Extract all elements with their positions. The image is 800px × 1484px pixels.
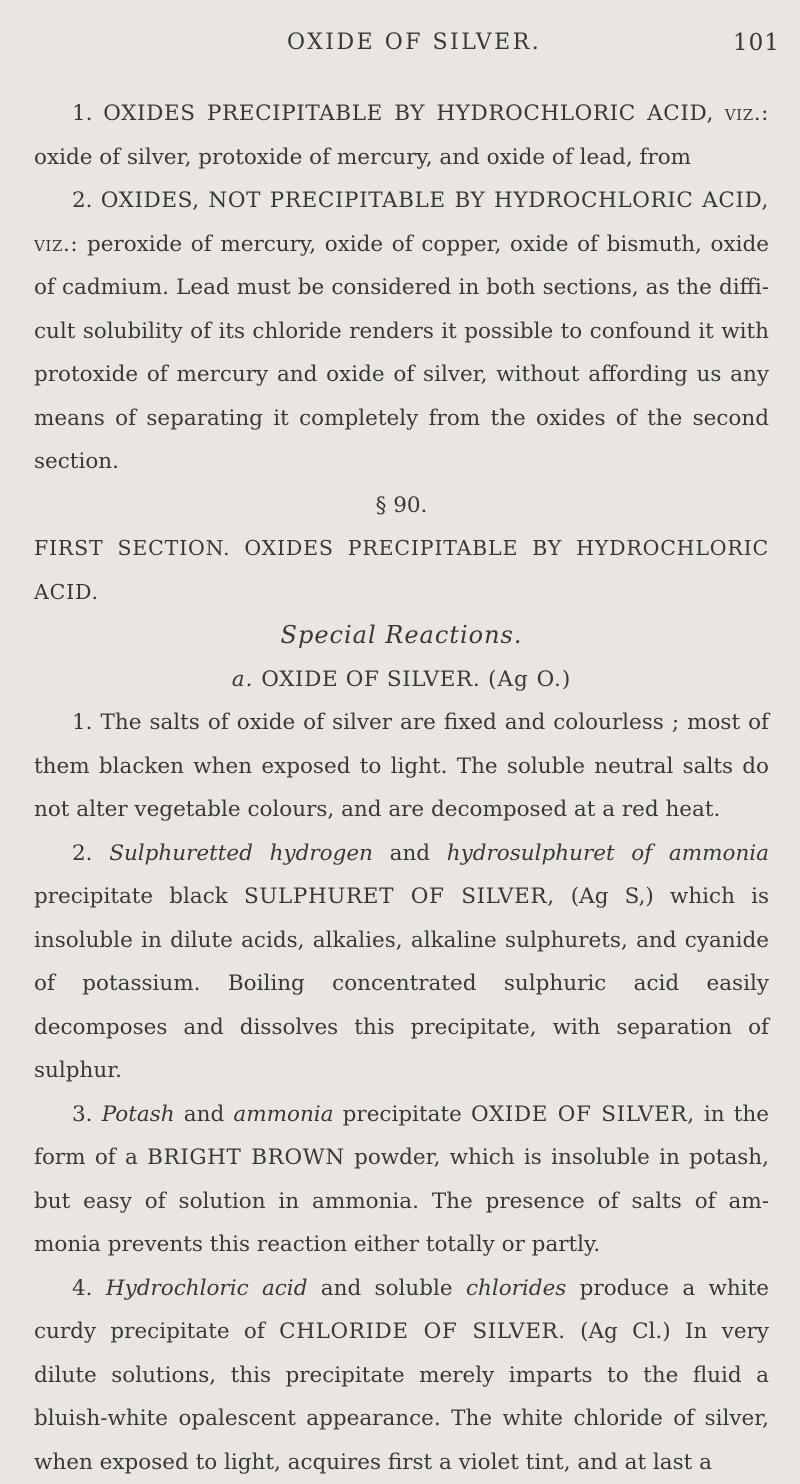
section-number: § 90. <box>34 484 769 528</box>
special-reactions-subtitle: Special Reactions. <box>34 614 769 658</box>
paragraph-3-product: OXIDE OF SILVER, <box>471 1102 695 1127</box>
paragraph-3 <box>34 1093 769 1267</box>
paragraph-2-number: 2. <box>72 841 93 866</box>
paragraph-4-and: and soluble <box>321 1276 453 1301</box>
item-1-text: oxide of silver, protoxide of mercury, and oxide of lead, from <box>34 145 691 170</box>
paragraph-4 <box>34 1267 769 1484</box>
running-head <box>0 30 800 66</box>
item-2-heading: OXIDES, NOT PRECIPITABLE BY HYDROCHLORIC ACID, <box>101 188 769 213</box>
paragraph-2-reagent-2: hydrosulphuret of ammonia <box>447 841 769 866</box>
item-2-text: peroxide of mercury, oxide of copper, oxide of bismuth, oxide of cadmium. Lead must be considered in both sections, as the diffi-cult solubility of its chloride renders it possible to confound it with protoxide of mercury and oxide of silver, without affording us any means of separating it completely from the oxides of the second section. <box>34 232 769 475</box>
paragraph-2-text-2: (Ag S,) which is insoluble in dilute acids, alkalies, alkaline sulphurets, and cyanide of potassium. Boiling concentrated sulphuric acid easily decomposes and dissolves this precipitate, with separation of sulphur. <box>34 884 769 1083</box>
page-body <box>34 92 769 1484</box>
item-2-viz: viz.: <box>34 232 78 257</box>
subsection-a-title: OXIDE OF SILVER. <box>261 667 480 692</box>
item-1 <box>34 92 769 179</box>
first-section-heading: FIRST SECTION. OXIDES PRECIPITABLE BY HYDROCHLORIC ACID. <box>34 527 769 614</box>
paragraph-3-text-3: powder, which is insoluble in potash, but easy of solution in ammonia. The presence of salts of am-monia prevents this reaction either totally or partly. <box>34 1145 769 1257</box>
paragraph-2-reagent-1: Sulphuretted hydrogen <box>109 841 373 866</box>
subsection-a-label: a. <box>232 667 254 692</box>
paragraph-1-number: 1. <box>72 710 93 735</box>
running-head-title: OXIDE OF SILVER. <box>287 30 541 55</box>
paragraph-4-text-1: produce a white curdy precipitate of <box>34 1276 769 1345</box>
item-1-viz: viz.: <box>725 101 769 126</box>
paragraph-3-number: 3. <box>72 1102 93 1127</box>
paragraph-3-text-1: precipitate <box>343 1102 462 1127</box>
paragraph-2-and: and <box>390 841 430 866</box>
paragraph-3-color: BRIGHT BROWN <box>147 1145 345 1170</box>
paragraph-1-text: The salts of oxide of silver are fixed and colourless ; most of them blacken when exposed to light. The soluble neutral salts do not alter vegetable colours, and are decomposed at a red heat. <box>34 710 769 822</box>
paragraph-3-reagent-1: Potash <box>102 1102 175 1127</box>
paragraph-3-and: and <box>184 1102 224 1127</box>
paragraph-4-text-2: (Ag Cl.) In very dilute solutions, this precipitate merely imparts to the fluid a bluish-white opalescent appearance. The white chloride of silver, when exposed to light, acquires first a violet tint, and at last a <box>34 1319 769 1475</box>
paragraph-3-reagent-2: ammonia <box>233 1102 333 1127</box>
item-2 <box>34 179 769 484</box>
page-number: 101 <box>733 30 780 56</box>
paragraph-2 <box>34 832 769 1093</box>
paragraph-2-product: SULPHURET OF SILVER, <box>244 884 555 909</box>
paragraph-1 <box>34 701 769 832</box>
subsection-a-formula: (Ag O.) <box>488 667 571 692</box>
item-2-number: 2. <box>72 188 93 213</box>
paragraph-4-product: CHLORIDE OF SILVER. <box>279 1319 566 1344</box>
paragraph-3-text-2: in the form of a <box>34 1102 769 1171</box>
item-1-heading: OXIDES PRECIPITABLE BY HYDROCHLORIC ACID, <box>103 101 714 126</box>
paragraph-4-reagent-2: chlorides <box>466 1276 566 1301</box>
paragraph-4-reagent-1: Hydrochloric acid <box>106 1276 308 1301</box>
item-1-number: 1. <box>72 101 93 126</box>
paragraph-4-number: 4. <box>72 1276 93 1301</box>
subsection-a-heading <box>34 658 769 702</box>
paragraph-2-text-1: precipitate black <box>34 884 228 909</box>
